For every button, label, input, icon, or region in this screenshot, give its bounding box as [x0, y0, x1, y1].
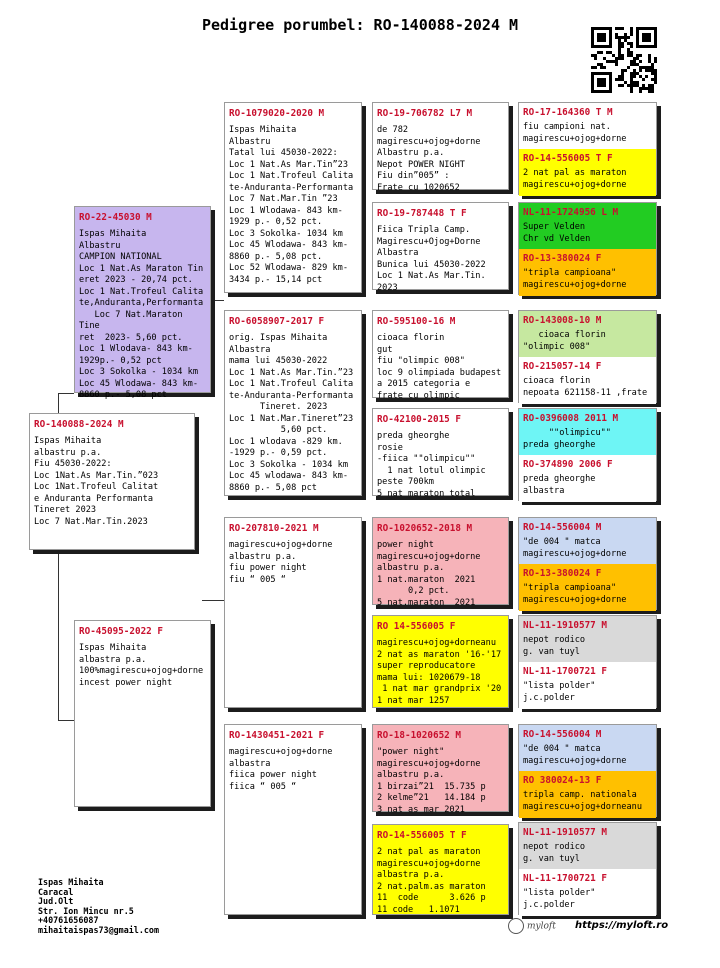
connector-line	[58, 393, 74, 394]
qr-code-icon	[591, 27, 657, 93]
gen5-slot	[519, 869, 656, 916]
gen5-id: RO-143008-10 M	[523, 315, 602, 326]
gen3-id: RO-207810-2021 M	[229, 523, 319, 534]
gen4-id: RO-1020652-2018 M	[377, 523, 473, 534]
gen5-text: "de 004 " matca magirescu+ojog+dorne	[523, 744, 627, 766]
gen5-text: cioaca florin "olimpic 008"	[523, 330, 606, 352]
gen4-id: RO-18-1020652 M	[377, 730, 461, 741]
gen4-card[interactable]	[372, 517, 509, 608]
gen5-text: "tripla campioana" magirescu+ojog+dorne	[523, 268, 627, 290]
subject-id: RO-140088-2024 M	[34, 419, 124, 430]
website-link[interactable]: https://myloft.ro	[575, 920, 669, 931]
gen3-card[interactable]	[224, 310, 362, 496]
gen4-id: RO 14-556005 F	[377, 621, 456, 632]
gen4-card[interactable]	[372, 615, 509, 708]
gen5-pair-card[interactable]	[518, 615, 657, 708]
gen5-text: preda gheorghe albastra	[523, 474, 596, 496]
gen5-id: RO-14-556005 T F	[523, 153, 613, 164]
sire-text: Ispas Mihaita Albastru CAMPION NATIONAL Loc 1 Nat.As Maraton Tin eret 2023 - 20,74 pct. Loc 1 Nat.Trofeul Calita te,Anduranta,Performanta Loc 7 Nat.Maraton Tine ret 2023- 5,60 pct. Loc 1 Wlodava- 843 km- 1929p.- 0,52 pct Loc 3 Sokolka - 1034 km Loc 45 Wlodawa- 843 km- 8860 p.- 5,08 pct	[79, 229, 204, 400]
page-title: Pedigree porumbel: RO-140088-2024 M	[201, 16, 519, 34]
gen4-id: RO-595100-16 M	[377, 316, 456, 327]
gen3-text: Ispas Mihaita Albastru Tatal lui 45030-2022: Loc 1 Nat.As Mar.Tin”23 Loc 1 Nat.Trofeul Calita te-Anduranta-Performanta Loc 7 Nat.Mar.Tin ”23 Loc 1 Wlodawa- 843 km- 1929 p.- 0,52 pct. Loc 3 Sokolka- 1034 km Loc 45 Wlodawa- 843 km- 8860 p.- 5,08 pct. Loc 52 Wlodawa- 829 km- 3434 p.- 15,14 pct	[229, 125, 354, 285]
gen5-text: Super Velden Chr vd Velden	[523, 222, 591, 244]
gen3-id: RO-1430451-2021 F	[229, 730, 325, 741]
gen5-slot	[519, 616, 656, 662]
gen5-id: RO-13-380024 F	[523, 568, 602, 579]
dam-card[interactable]	[74, 620, 211, 807]
dam-text: Ispas Mihaita albastra p.a. 100%magirescu+ojog+dorne incest power night	[79, 643, 204, 688]
gen5-slot	[519, 518, 656, 564]
gen5-slot	[519, 311, 656, 357]
gen5-id: NL-11-1910577 M	[523, 620, 607, 631]
gen5-pair-card[interactable]	[518, 517, 657, 610]
gen5-text: tripla camp. nationala magirescu+ojog+dorneanu	[523, 790, 642, 812]
gen3-text: magirescu+ojog+dorne albastra fiica power night fiica “ 005 “	[229, 747, 333, 792]
gen4-text: 2 nat pal as maraton magirescu+ojog+dorne albastra p.a. 2 nat.palm.as maraton 11 code 3.626 p 11 code 1.1071	[377, 847, 486, 915]
logo-text: myloft	[527, 921, 556, 932]
gen3-id: RO-1079020-2020 M	[229, 108, 325, 119]
gen5-id: NL-11-1700721 F	[523, 666, 607, 677]
gen5-id: RO-374890 2006 F	[523, 459, 613, 470]
gen5-text: "lista polder" j.c.polder	[523, 888, 596, 910]
gen5-id: RO-17-164360 T M	[523, 107, 613, 118]
gen4-card[interactable]	[372, 310, 509, 401]
gen4-id: RO-19-787448 T F	[377, 208, 467, 219]
gen3-id: RO-6058907-2017 F	[229, 316, 325, 327]
gen5-slot	[519, 725, 656, 771]
gen5-slot	[519, 771, 656, 818]
gen4-text: preda gheorghe rosie -fiica ""olimpicu"" 1 nat lotul olimpic peste 700km 5 nat maraton total	[377, 431, 486, 499]
gen5-pair-card[interactable]	[518, 822, 657, 915]
gen4-text: cioaca florin gut fiu "olimpic 008" loc 9 olimpiada budapest a 2015 categoria e frate cu olimpic	[377, 333, 502, 401]
gen5-text: 2 nat pal as maraton magirescu+ojog+dorne	[523, 168, 627, 190]
gen5-slot	[519, 203, 656, 249]
gen4-text: "power night" magirescu+ojog+dorne albastru p.a. 1 birzai”21 15.735 p 2 kelme”21 14.184 p 3 nat as mar 2021	[377, 747, 486, 815]
gen5-id: NL-11-1700721 F	[523, 873, 607, 884]
gen5-id: RO-0396008 2011 M	[523, 413, 619, 424]
gen5-id: NL-11-1724956 L M	[523, 207, 619, 218]
gen4-id: RO-42100-2015 F	[377, 414, 461, 425]
gen3-text: orig. Ispas Mihaita Albastra mama lui 45030-2022 Loc 1 Nat.As Mar.Tin.”23 Loc 1 Nat.Trofeul Calita te-Anduranta-Performanta Tineret. 2023 Loc 1 Nat.Mar.Tineret”23 5,60 pct. Loc 1 wlodava -829 km. -1929 p.- 0,59 pct. Loc 3 Sokolka - 1034 km Loc 45 wlodawa- 843 km- 8860 p.- 5,08 pct	[229, 333, 354, 493]
subject-card[interactable]	[29, 413, 195, 550]
gen4-card[interactable]	[372, 824, 509, 915]
gen5-text: "tripla campioana" magirescu+ojog+dorne	[523, 583, 627, 605]
connector-line	[202, 600, 224, 601]
gen5-text: "lista polder" j.c.polder	[523, 681, 596, 703]
sire-card[interactable]	[74, 206, 211, 400]
gen5-id: RO-13-380024 F	[523, 253, 602, 264]
gen4-text: magirescu+ojog+dorneanu 2 nat as maraton '16-'17 super reproducatore mama lui: 1020679-18 1 nat mar grandprix '20 1 nat mar 1257	[377, 638, 502, 706]
gen4-card[interactable]	[372, 102, 509, 193]
gen5-text: ""olimpicu"" preda gheorghe	[523, 428, 611, 450]
gen5-slot	[519, 409, 656, 455]
gen5-id: NL-11-1910577 M	[523, 827, 607, 838]
gen4-id: RO-19-706782 L7 M	[377, 108, 473, 119]
gen5-id: RO-215057-14 F	[523, 361, 602, 372]
gen5-slot	[519, 662, 656, 709]
gen4-card[interactable]	[372, 408, 509, 499]
gen4-text: power night magirescu+ojog+dorne albastru p.a. 1 nat.maraton 2021 0,2 pct. 5 nat.maraton 2021	[377, 540, 481, 608]
gen4-card[interactable]	[372, 724, 509, 815]
gen5-slot	[519, 357, 656, 404]
connector-line	[58, 720, 74, 721]
gen4-text: de 782 magirescu+ojog+dorne Albastru p.a. Nepot POWER NIGHT Fiu din”005” : Frate cu 1020652	[377, 125, 481, 193]
gen4-card[interactable]	[372, 202, 509, 293]
subject-text: Ispas Mihaita albastru p.a. Fiu 45030-2022: Loc 1Nat.As Mar.Tin.”023 Loc 1Nat.Trofeul Calitat e Anduranta Performanta Tineret 2023 Loc 7 Nat.Mar.Tin.2023	[34, 436, 159, 527]
gen5-id: RO-14-556004 M	[523, 522, 602, 533]
sire-id: RO-22-45030 M	[79, 212, 152, 223]
gen5-pair-card[interactable]	[518, 724, 657, 817]
gen5-text: cioaca florin nepoata 621158-11 ,frate	[523, 376, 648, 398]
gen5-text: "de 004 " matca magirescu+ojog+dorne	[523, 537, 627, 559]
gen5-slot	[519, 149, 656, 196]
gen4-text: Fiica Tripla Camp. Magirescu+Ojog+Dorne Albastra Bunica lui 45030-2022 Loc 1 Nat.As Mar.Tin. 2023	[377, 225, 486, 293]
gen5-id: RO-14-556004 M	[523, 729, 602, 740]
gen3-text: magirescu+ojog+dorne albastru p.a. fiu power night fiu “ 005 “	[229, 540, 333, 585]
gen3-card[interactable]	[224, 102, 362, 293]
gen5-text: nepot rodico g. van tuyl	[523, 842, 586, 864]
gen5-slot	[519, 249, 656, 296]
gen5-pair-card[interactable]	[518, 310, 657, 403]
gen5-text: fiu campioni nat. magirescu+ojog+dorne	[523, 122, 627, 144]
owner-contact: Ispas Mihaita Caracal Jud.Olt Str. Ion Mincu nr.5 +40761656087 mihaitaispas73@gmail.com	[38, 877, 160, 935]
gen3-card[interactable]	[224, 724, 362, 915]
pigeon-logo-icon	[508, 918, 524, 934]
gen5-pair-card[interactable]	[518, 408, 657, 501]
gen5-text: nepot rodico g. van tuyl	[523, 635, 586, 657]
myloft-logo	[508, 918, 556, 934]
gen4-id: RO-14-556005 T F	[377, 830, 467, 841]
gen5-slot	[519, 823, 656, 869]
gen5-slot	[519, 564, 656, 611]
dam-id: RO-45095-2022 F	[79, 626, 163, 637]
gen5-id: RO 380024-13 F	[523, 775, 602, 786]
gen5-slot	[519, 455, 656, 502]
gen5-slot	[519, 103, 656, 149]
gen5-pair-card[interactable]	[518, 202, 657, 295]
gen3-card[interactable]	[224, 517, 362, 708]
gen5-pair-card[interactable]	[518, 102, 657, 195]
